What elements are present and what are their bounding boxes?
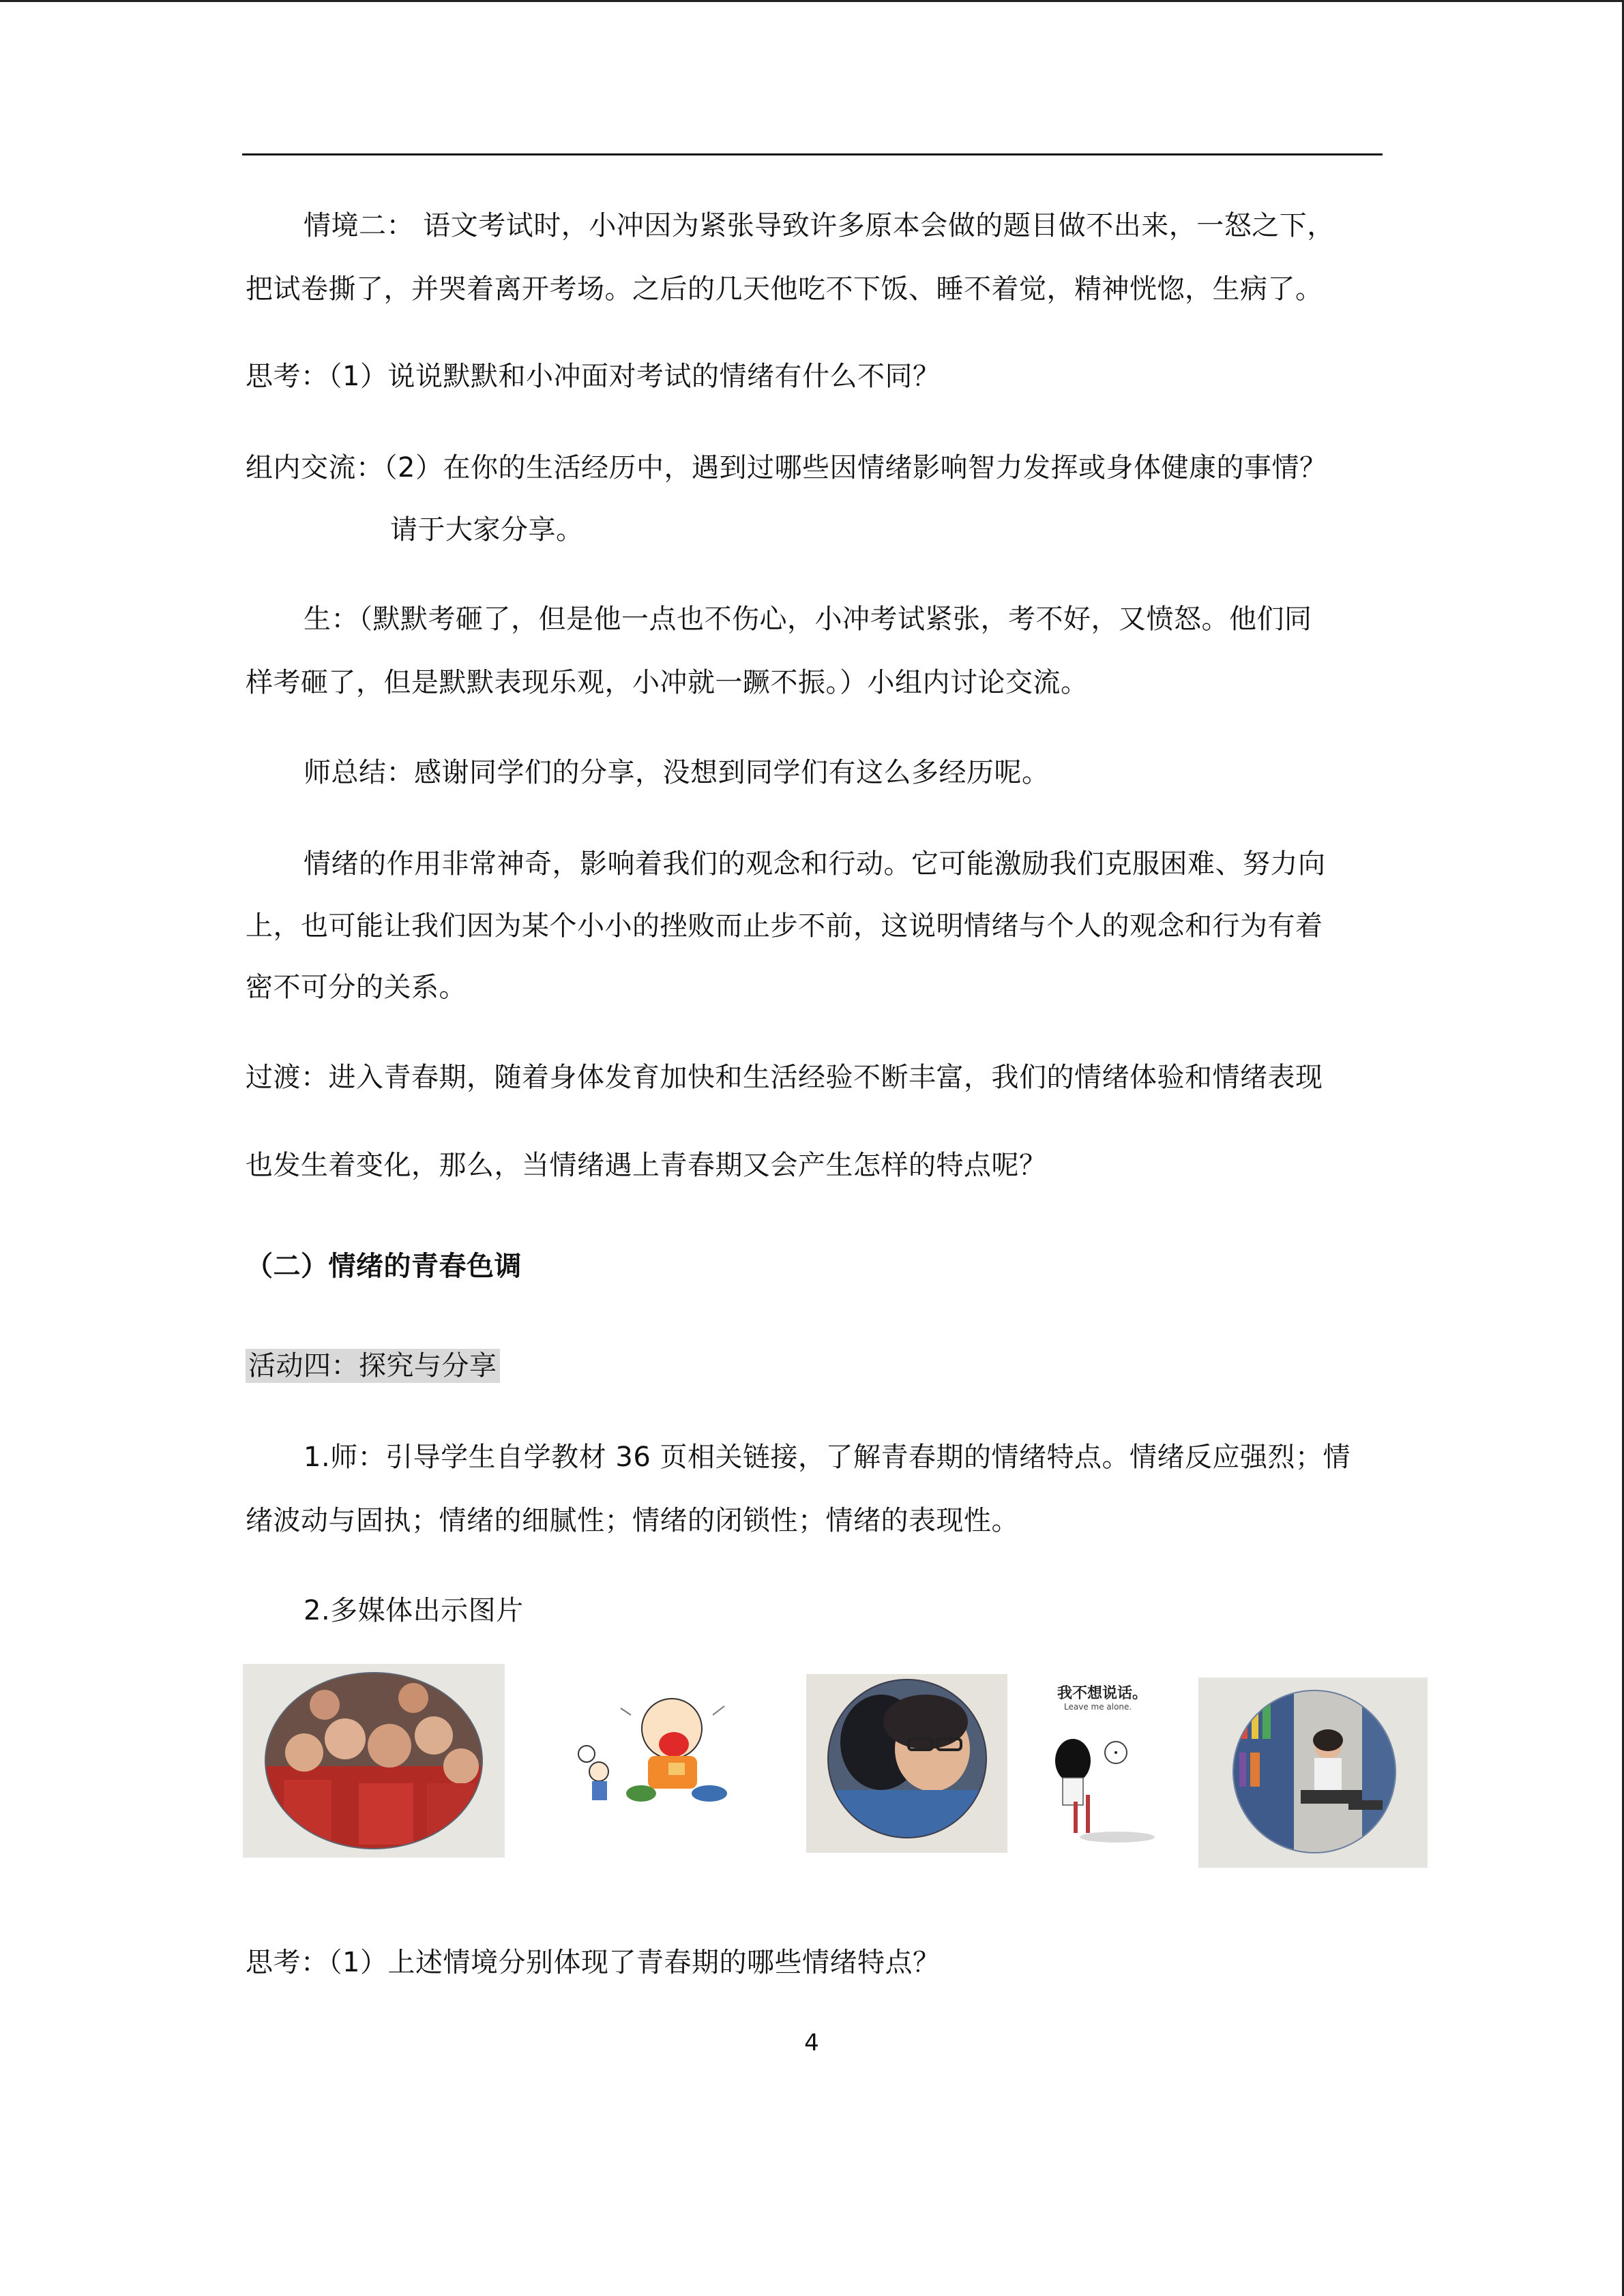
item1-line1: 1.师：引导学生自学教材 36 页相关链接，了解青春期的情绪特点。情绪反应强烈；情 [304,1442,1350,1473]
hug-photo-image [806,1674,1007,1853]
think-question-2: 思考：（1）上述情境分别体现了青春期的哪些情绪特点？ [246,1947,941,1978]
activity-4-row [246,1350,500,1382]
teacher-summary: 师总结：感谢同学们的分享，没想到同学们有这么多经历呢。 [304,757,1050,788]
activity-4-label: 活动四：探究与分享 [246,1349,500,1383]
group-exchange-line1: 组内交流：（2）在你的生活经历中，遇到过哪些因情绪影响智力发挥或身体健康的事情？ [246,452,1327,483]
page-number: 4 [804,2029,819,2057]
library-reading-image [1198,1678,1428,1868]
emotion-para-line3: 密不可分的关系。 [246,972,467,1003]
student-answer-line1: 生：（默默考砸了，但是他一点也不伤心，小冲考试紧张，考不好，又愤怒。他们同 [304,603,1312,635]
item1-line2: 绪波动与固执；情绪的细腻性；情绪的闭锁性；情绪的表现性。 [246,1505,1019,1536]
emotion-para-line1: 情绪的作用非常神奇，影响着我们的观念和行动。它可能激励我们克服困难、努力向 [304,848,1326,880]
group-exchange-line2: 请于大家分享。 [390,514,584,546]
header-rule [242,153,1383,155]
cartoon-crying-child-image [566,1691,761,1807]
transition-line1: 过渡：进入青春期，随着身体发育加快和生活经验不断丰富，我们的情绪体验和情绪表现 [246,1062,1323,1093]
leave-me-alone-caption-cn: 我不想说话。 [1057,1684,1148,1702]
scene2-line2: 把试卷撕了，并哭着离开考场。之后的几天他吃不下饭、睡不着觉，精神恍惚，生病了。 [246,273,1323,305]
scene2-line1: 情境二： 语文考试时，小冲因为紧张导致许多原本会做的题目做不出来，一怒之下， [304,210,1335,241]
section-heading: （二）情绪的青春色调 [246,1251,522,1282]
leave-me-alone-caption-en: Leave me alone. [1064,1702,1132,1712]
page-top-edge [0,0,1624,2]
student-answer-line2: 样考砸了，但是默默表现乐观，小冲就一蹶不振。）小组内讨论交流。 [246,667,1089,698]
emotion-para-line2: 上，也可能让我们因为某个小小的挫败而止步不前，这说明情绪与个人的观念和行为有着 [246,910,1323,942]
item2-multimedia: 2.多媒体出示图片 [304,1595,524,1626]
cheering-crowd-image [243,1664,505,1858]
transition-line2: 也发生着变化，那么，当情绪遇上青春期又会产生怎样的特点呢？ [246,1150,1047,1181]
alone-girl-cartoon-image [1042,1679,1172,1849]
think-question-1: 思考：（1）说说默默和小冲面对考试的情绪有什么不同？ [246,361,941,392]
